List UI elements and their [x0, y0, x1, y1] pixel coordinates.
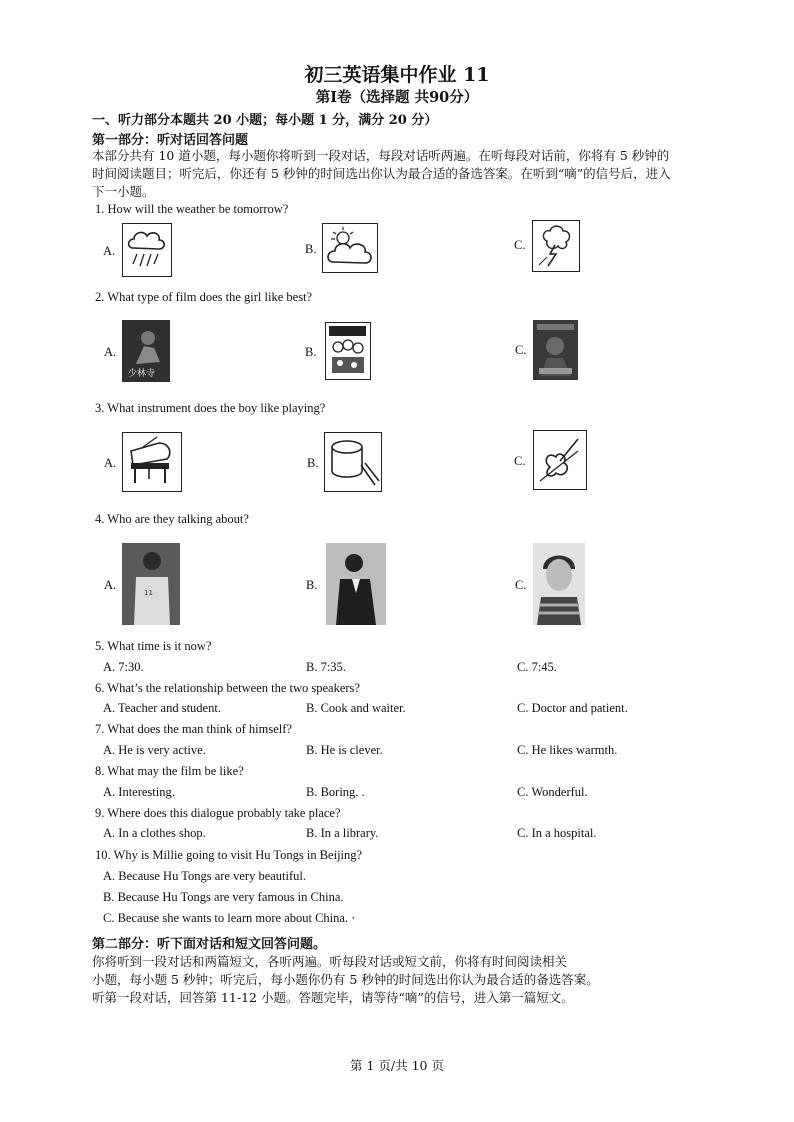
svg-text:少林寺: 少林寺 [128, 369, 156, 379]
section-heading: 一、听力部分本题共 20 小题；每小题 1 分，满分 20 分） [92, 113, 438, 128]
document-title: 初三英语集中作业 11 [304, 64, 490, 86]
svg-text:11: 11 [144, 589, 153, 597]
man-in-suit-photo [326, 543, 386, 625]
q10-option-a: A. Because Hu Tongs are very beautiful. [103, 869, 306, 883]
part2-line2: 小题，每小题 5 秒钟；听完后，每小题你仍有 5 秒钟的时间选出你认为最合适的备选答案。 [92, 972, 599, 987]
piano-icon [122, 432, 182, 492]
question-3: 3. What instrument does the boy like playing? [95, 401, 326, 415]
q2-option-a-label: A. [104, 345, 117, 359]
question-5: 5. What time is it now? [95, 639, 212, 653]
q7-option-a: A. He is very active. [103, 743, 206, 757]
cartoon-film-poster [325, 322, 371, 380]
q4-option-c-label: C. [515, 578, 527, 592]
q8-option-c: C. Wonderful. [517, 785, 588, 799]
q5-option-b: B. 7:35. [306, 660, 346, 674]
q4-option-a-label: A. [104, 578, 117, 592]
q3-option-b-label: B. [307, 456, 319, 470]
q8-option-a: A. Interesting. [103, 785, 175, 799]
q3-option-c-label: C. [514, 454, 526, 468]
basketball-player-photo [122, 543, 180, 625]
question-7: 7. What does the man think of himself? [95, 722, 292, 736]
question-6: 6. What’s the relationship between the two speakers? [95, 681, 360, 695]
question-8: 8. What may the film be like? [95, 764, 244, 778]
page-number: 第 1 页/共 10 页 [350, 1058, 444, 1073]
q2-option-b-label: B. [305, 345, 317, 359]
q8-option-b: B. Boring. . [306, 785, 365, 799]
drama-film-poster [533, 320, 578, 380]
part1-intro-line3: 下一小题。 [92, 184, 155, 199]
part1-intro-line2: 时间阅读题目；听完后，你还有 5 秒钟的时间选出你认为最合适的备选答案。在听到“嘀”的信号后，进入 [92, 166, 671, 181]
question-10: 10. Why is Millie going to visit Hu Tongs in Beijing? [95, 848, 363, 862]
drum-icon [324, 432, 382, 492]
part2-line3: 听第一段对话，回答第 11-12 小题。答题完毕，请等待“嘀”的信号，进入第一篇短文。 [92, 990, 574, 1005]
q7-option-c: C. He likes warmth. [517, 743, 618, 757]
q9-option-c: C. In a hospital. [517, 826, 597, 840]
q10-option-b: B. Because Hu Tongs are very famous in China. [103, 890, 344, 904]
q1-option-c-label: C. [514, 238, 526, 252]
part2-line1: 你将听到一段对话和两篇短文，各听两遍。听每段对话或短文前，你将有时间阅读相关 [92, 954, 568, 969]
part1-heading: 第一部分：听对话回答问题 [92, 133, 249, 148]
q1-option-b-label: B. [305, 242, 317, 256]
q5-option-a: A. 7:30. [103, 660, 144, 674]
q7-option-b: B. He is clever. [306, 743, 383, 757]
q3-option-a-label: A. [104, 456, 117, 470]
q1-option-a-label: A. [103, 244, 116, 258]
document-subtitle: 第Ⅰ卷（选择题 共90分） [315, 89, 479, 106]
q5-option-c: C. 7:45. [517, 660, 557, 674]
violin-icon [533, 430, 587, 490]
lightning-icon [532, 220, 580, 272]
question-4: 4. Who are they talking about? [95, 512, 249, 526]
q6-option-a: A. Teacher and student. [103, 701, 221, 715]
sun-cloud-icon [322, 223, 378, 273]
question-9: 9. Where does this dialogue probably take place? [95, 806, 341, 820]
q6-option-b: B. Cook and waiter. [306, 701, 406, 715]
action-film-poster [122, 320, 170, 382]
q6-option-c: C. Doctor and patient. [517, 701, 628, 715]
q10-option-c: C. Because she wants to learn more about China. · [103, 911, 356, 925]
question-2: 2. What type of film does the girl like best? [95, 290, 313, 304]
q9-option-b: B. In a library. [306, 826, 379, 840]
part1-intro-line1: 本部分共有 10 道小题，每小题你将听到一段对话，每段对话听两遍。在听每段对话前，你将有 5 秒钟的 [92, 148, 670, 163]
q9-option-a: A. In a clothes shop. [103, 826, 206, 840]
boy-portrait-photo [533, 543, 585, 625]
question-1: 1. How will the weather be tomorrow? [95, 202, 289, 216]
q2-option-c-label: C. [515, 343, 527, 357]
part2-heading: 第二部分：听下面对话和短文回答问题。 [92, 937, 327, 952]
rain-cloud-icon [122, 223, 172, 277]
q4-option-b-label: B. [306, 578, 318, 592]
